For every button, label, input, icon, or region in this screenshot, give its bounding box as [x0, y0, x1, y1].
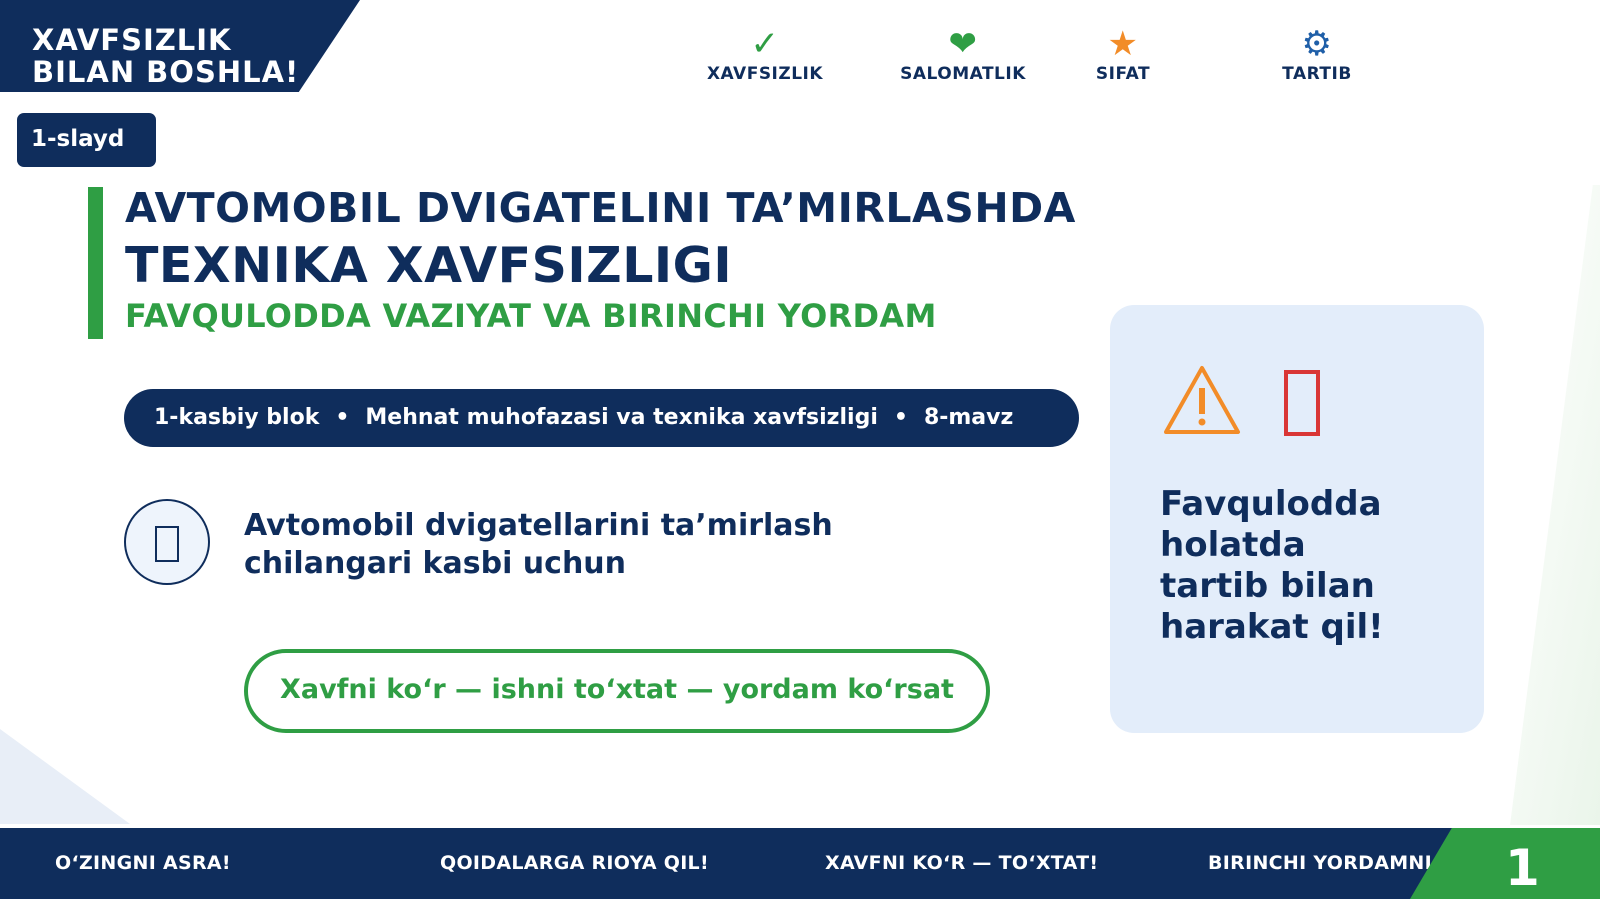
background-accent-right	[1510, 185, 1600, 825]
background-accent-left	[0, 729, 130, 824]
gear-icon: ⚙	[1301, 24, 1333, 64]
nav-label: SALOMATLIK	[900, 64, 1026, 84]
footer-slogan-clipped	[1208, 844, 1436, 884]
star-icon: ★	[1107, 24, 1139, 64]
footer-slogan: XAVFNI KO‘R — TO‘XTAT!	[825, 852, 1099, 874]
audience-text	[244, 507, 944, 583]
brand-title	[32, 24, 299, 88]
info-pill-theme: 8-mavz	[923, 405, 1014, 430]
brand-title-line2: BILAN BOSHLA!	[32, 55, 300, 89]
footer-slogan: O‘ZINGNI ASRA!	[55, 852, 231, 874]
brand-title-line1: XAVFSIZLIK	[32, 23, 232, 57]
card-line: harakat qil!	[1160, 607, 1384, 647]
page-number: 1	[1505, 839, 1540, 897]
title-accent-bar	[88, 187, 103, 339]
page-subtitle: FAVQULODDA VAZIYAT VA BIRINCHI YORDAM	[125, 297, 937, 335]
slide-badge: 1-slayd	[17, 113, 156, 167]
info-pill-topic: Mehnat muhofazasi va texnika xavfsizligi	[365, 405, 878, 430]
audience-line1: Avtomobil dvigatellarini ta’mirlash	[244, 508, 833, 543]
card-line: tartib bilan	[1160, 566, 1375, 606]
nav-item-xavfsizlik[interactable]	[700, 26, 830, 84]
page-title-line1: AVTOMOBIL DVIGATELINI TA’MIRLASHDA	[125, 184, 1076, 232]
card-message	[1160, 484, 1460, 648]
nav-item-salomatlik[interactable]	[893, 26, 1033, 84]
audience-line2: chilangari kasbi uchun	[244, 546, 627, 581]
info-pill	[124, 389, 1079, 447]
footer-slogan: QOIDALARGA RIOYA QIL!	[440, 852, 709, 874]
nav-item-sifat[interactable]	[1083, 26, 1163, 84]
motto-pill: Xavfni ko‘r — ishni to‘xtat — yordam ko‘rsat	[244, 649, 990, 733]
check-icon: ✓	[750, 24, 780, 64]
card-line: holatda	[1160, 525, 1306, 565]
info-pill-separator: •	[335, 405, 350, 430]
worker-icon	[124, 499, 210, 585]
card-line: Favqulodda	[1160, 484, 1382, 524]
nav-label: TARTIB	[1282, 64, 1352, 84]
heart-icon: ❤	[948, 24, 978, 64]
missing-glyph-icon	[155, 526, 179, 562]
missing-glyph-icon	[1284, 370, 1320, 436]
nav-item-tartib[interactable]	[1272, 26, 1362, 84]
info-pill-block: 1-kasbiy blok	[154, 405, 320, 430]
info-pill-separator: •	[893, 405, 908, 430]
nav-label: SIFAT	[1095, 64, 1151, 84]
page-title-line2: TEXNIKA XAVFSIZLIGI	[125, 237, 733, 294]
footer-slogan: BIRINCHI YORDAMNI	[1208, 852, 1432, 874]
warning-icon	[1162, 364, 1242, 436]
nav-label: XAVFSIZLIK	[706, 64, 824, 84]
